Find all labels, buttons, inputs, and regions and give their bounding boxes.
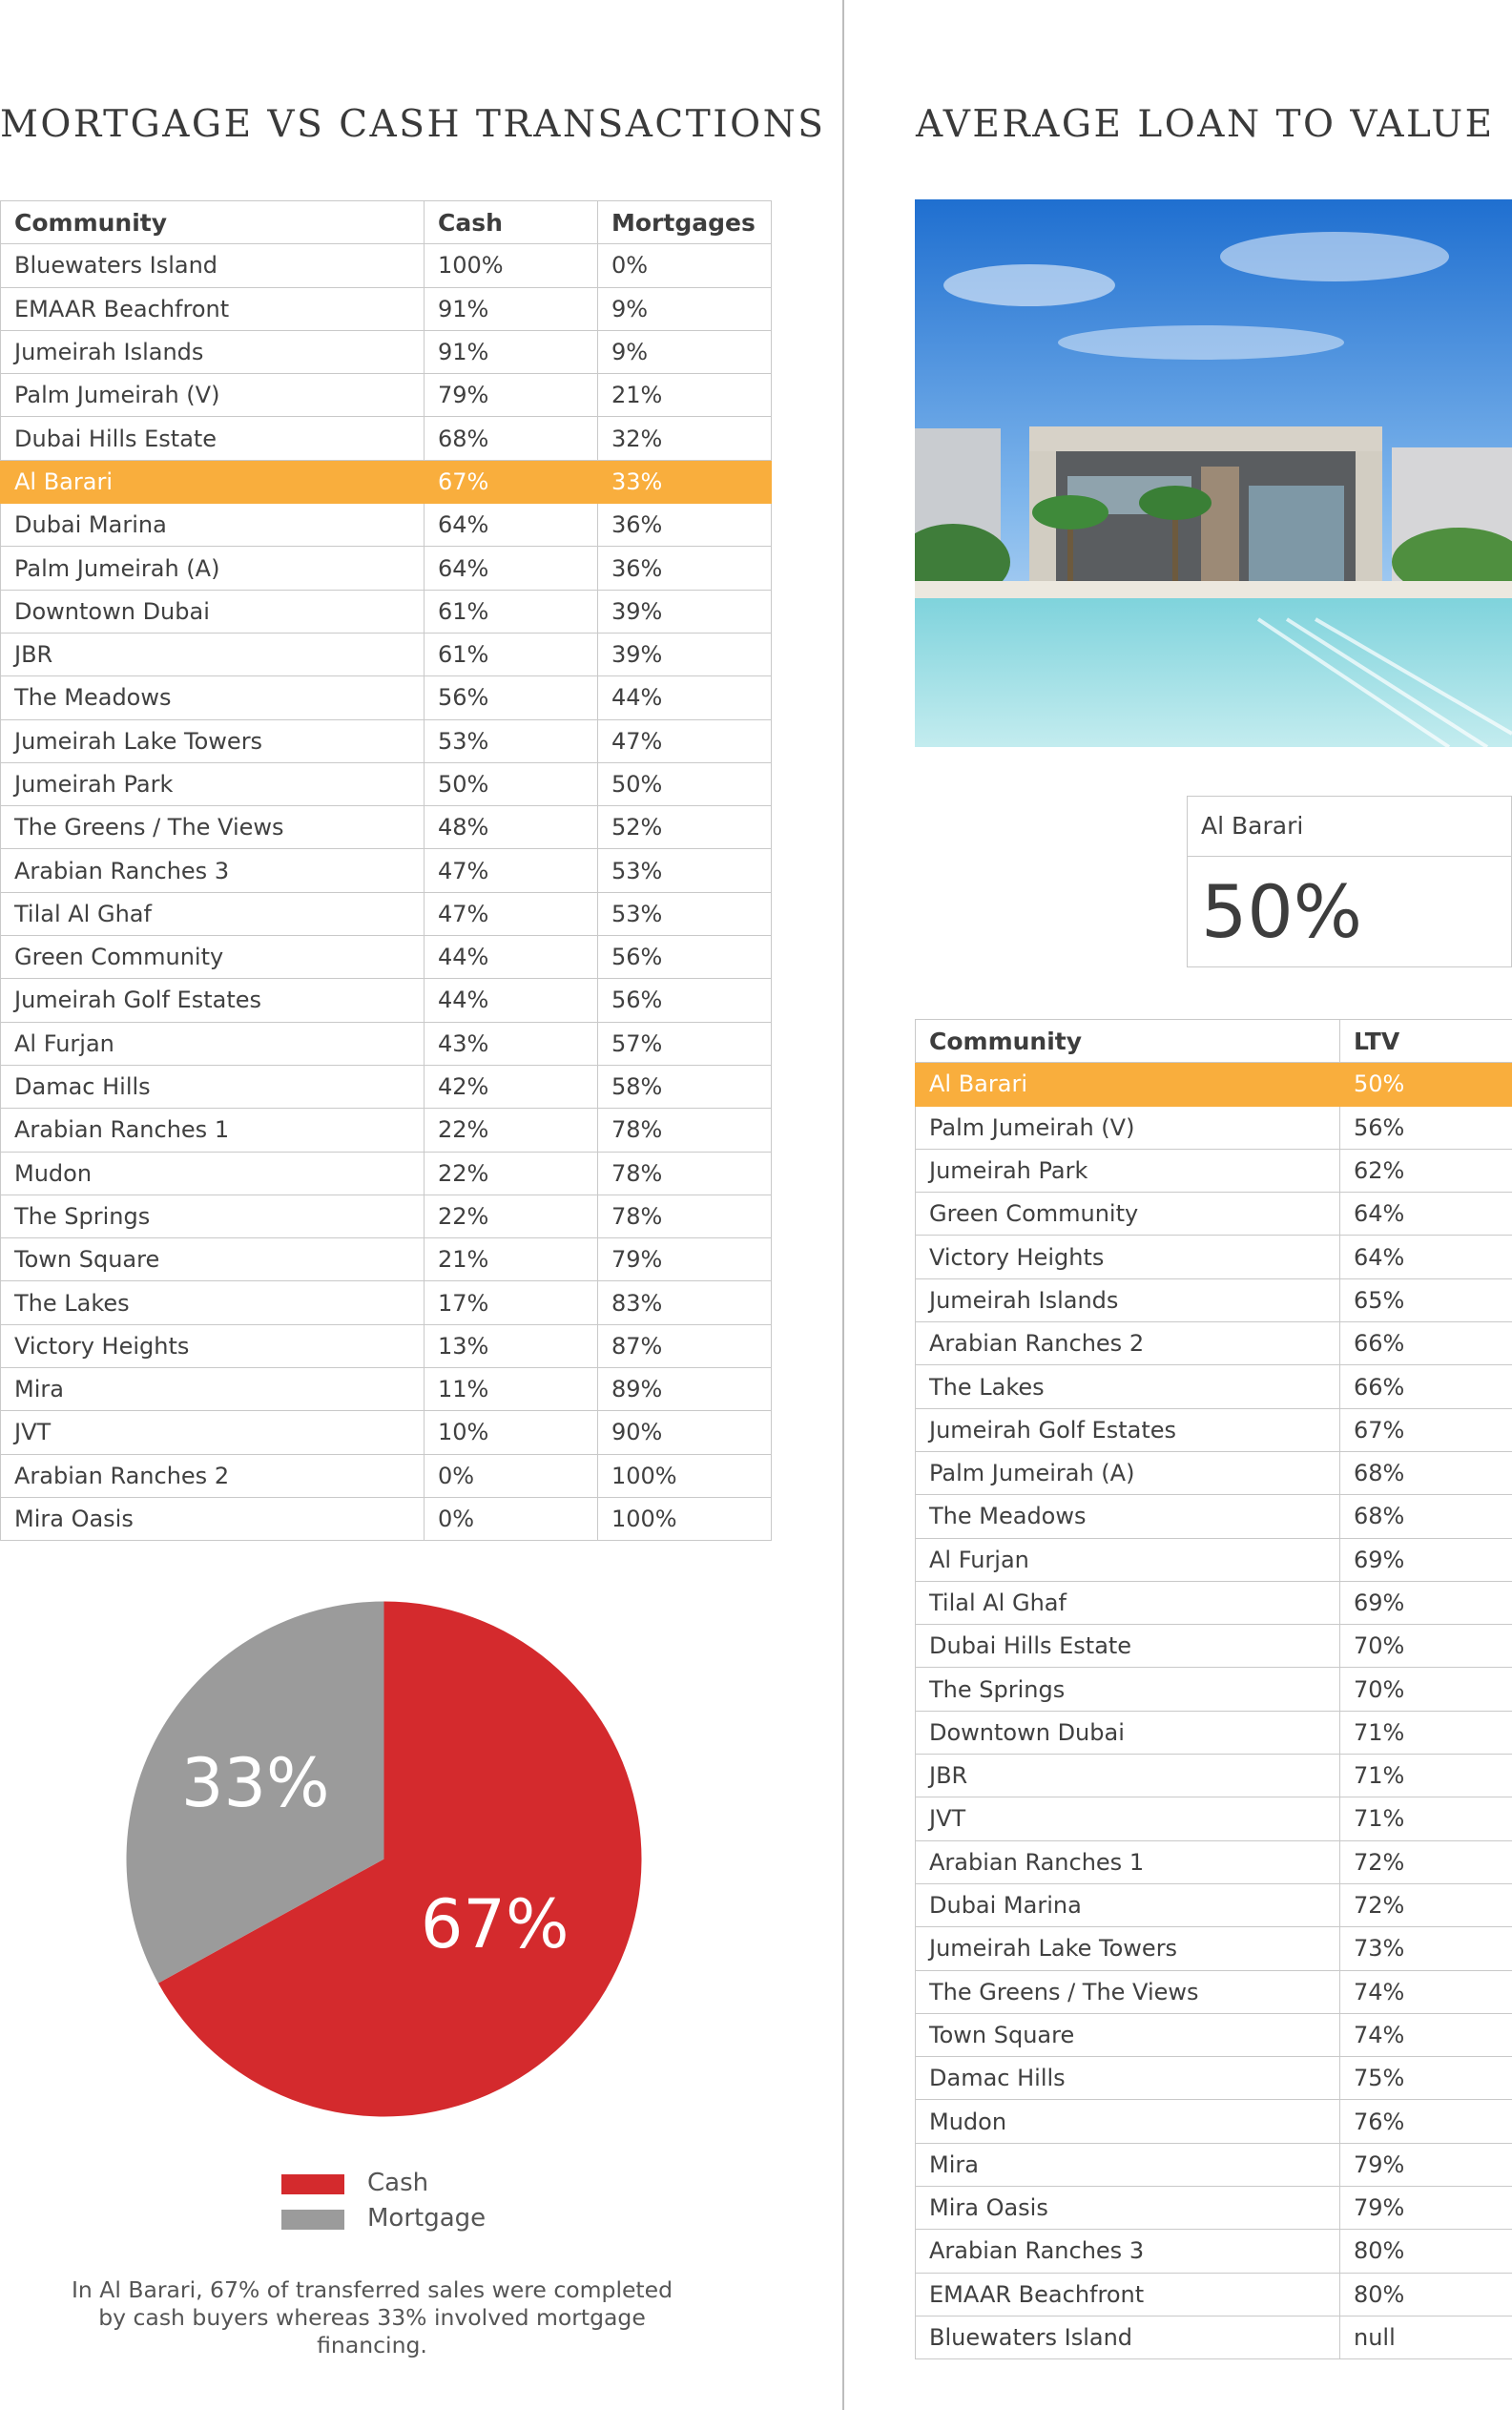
mortgage-cash-cell: EMAAR Beachfront [1, 287, 425, 330]
callout-divider [1188, 856, 1511, 857]
mortgage-cash-cell: 47% [425, 849, 598, 892]
ltv-cell: Damac Hills [916, 2057, 1340, 2100]
mortgage-cash-cell: Victory Heights [1, 1324, 425, 1367]
mortgage-cash-cell: Arabian Ranches 2 [1, 1454, 425, 1497]
mortgage-cash-cell: Arabian Ranches 1 [1, 1109, 425, 1152]
mortgage-cash-cell: The Lakes [1, 1281, 425, 1324]
ltv-row [916, 1322, 1512, 1365]
mortgage-cash-cell: 9% [598, 330, 772, 373]
mortgage-cash-row [1, 1281, 772, 1324]
ltv-cell: 62% [1340, 1149, 1512, 1192]
mortgage-cash-cell: Palm Jumeirah (A) [1, 547, 425, 590]
mortgage-cash-row [1, 460, 772, 503]
ltv-cell: 76% [1340, 2100, 1512, 2143]
mortgage-cash-row [1, 244, 772, 287]
mortgage-cash-cell: JVT [1, 1411, 425, 1454]
mortgage-cash-row [1, 633, 772, 675]
ltv-row [916, 1970, 1512, 2013]
ltv-cell: EMAAR Beachfront [916, 2273, 1340, 2316]
mortgage-cash-row [1, 1411, 772, 1454]
ltv-cell: 70% [1340, 1668, 1512, 1711]
mortgage-cash-row [1, 1454, 772, 1497]
mortgage-cash-row [1, 806, 772, 849]
ltv-cell: 67% [1340, 1408, 1512, 1451]
mortgage-cash-cell: 91% [425, 287, 598, 330]
mortgage-cash-row [1, 1497, 772, 1540]
mortgage-cash-row [1, 1109, 772, 1152]
mortgage-cash-table [0, 200, 772, 1541]
pie-label-mortgage: 33% [180, 1743, 330, 1822]
mortgage-cash-row [1, 762, 772, 805]
mortgage-cash-cell: Jumeirah Park [1, 762, 425, 805]
ltv-cell: 69% [1340, 1538, 1512, 1581]
mortgage-cash-cell: 56% [425, 676, 598, 719]
mortgage-cash-cell: Dubai Hills Estate [1, 417, 425, 460]
ltv-cell: Downtown Dubai [916, 1711, 1340, 1754]
ltv-cell: 79% [1340, 2187, 1512, 2230]
mortgage-cash-header-cell: Mortgages [598, 201, 772, 244]
ltv-cell: 80% [1340, 2230, 1512, 2273]
mortgage-cash-cell: 53% [598, 892, 772, 935]
mortgage-cash-cell: 47% [598, 719, 772, 762]
mortgage-cash-cell: 52% [598, 806, 772, 849]
ltv-cell: Jumeirah Islands [916, 1278, 1340, 1321]
ltv-cell: Arabian Ranches 1 [916, 1840, 1340, 1883]
mortgage-cash-row [1, 1152, 772, 1195]
ltv-row [916, 1668, 1512, 1711]
ltv-cell: Bluewaters Island [916, 2316, 1340, 2358]
mortgage-cash-cell: 0% [425, 1497, 598, 1540]
mortgage-cash-cell: JBR [1, 633, 425, 675]
ltv-cell: 73% [1340, 1927, 1512, 1970]
ltv-row [916, 1840, 1512, 1883]
mortgage-cash-cell: Green Community [1, 936, 425, 979]
mortgage-cash-cell: The Meadows [1, 676, 425, 719]
mortgage-cash-cell: The Springs [1, 1195, 425, 1237]
mortgage-cash-cell: 50% [598, 762, 772, 805]
ltv-row [916, 2100, 1512, 2143]
ltv-cell: 74% [1340, 1970, 1512, 2013]
mortgage-cash-cell: 79% [425, 374, 598, 417]
mortgage-cash-row [1, 330, 772, 373]
ltv-row [916, 1365, 1512, 1408]
ltv-cell: Tilal Al Ghaf [916, 1581, 1340, 1624]
mortgage-cash-cell: 64% [425, 504, 598, 547]
ltv-row [916, 1278, 1512, 1321]
ltv-row [916, 2187, 1512, 2230]
ltv-cell: Jumeirah Park [916, 1149, 1340, 1192]
ltv-row [916, 1451, 1512, 1494]
mortgage-cash-cell: 53% [598, 849, 772, 892]
ltv-cell: 70% [1340, 1625, 1512, 1668]
mortgage-cash-cell: Jumeirah Islands [1, 330, 425, 373]
ltv-cell: 74% [1340, 2013, 1512, 2056]
ltv-row [916, 2316, 1512, 2358]
ltv-row [916, 1883, 1512, 1926]
ltv-cell: 71% [1340, 1711, 1512, 1754]
mortgage-cash-cell: 78% [598, 1152, 772, 1195]
mortgage-cash-cell: 90% [598, 1411, 772, 1454]
ltv-cell: JBR [916, 1755, 1340, 1797]
mortgage-cash-cell: Mudon [1, 1152, 425, 1195]
mortgage-cash-row [1, 504, 772, 547]
mortgage-cash-cell: 100% [598, 1454, 772, 1497]
ltv-cell: 79% [1340, 2143, 1512, 2186]
mortgage-cash-cell: 67% [425, 460, 598, 503]
ltv-cell: null [1340, 2316, 1512, 2358]
mortgage-cash-row [1, 590, 772, 633]
ltv-cell: Arabian Ranches 2 [916, 1322, 1340, 1365]
ltv-cell: 68% [1340, 1495, 1512, 1538]
ltv-row [916, 1149, 1512, 1192]
mortgage-cash-cell: Mira [1, 1368, 425, 1411]
ltv-cell: 72% [1340, 1840, 1512, 1883]
mortgage-cash-row [1, 849, 772, 892]
callout-ltv-value: 50% [1201, 869, 1362, 954]
mortgage-cash-row [1, 936, 772, 979]
ltv-cell: Dubai Hills Estate [916, 1625, 1340, 1668]
ltv-cell: 56% [1340, 1106, 1512, 1149]
mortgage-cash-row [1, 1195, 772, 1237]
ltv-row [916, 1625, 1512, 1668]
ltv-row [916, 2230, 1512, 2273]
ltv-header-row [916, 1020, 1512, 1063]
ltv-cell: 64% [1340, 1193, 1512, 1236]
mortgage-cash-cell: 78% [598, 1195, 772, 1237]
ltv-row [916, 2273, 1512, 2316]
ltv-row [916, 1755, 1512, 1797]
ltv-row [916, 1106, 1512, 1149]
mortgage-cash-row [1, 1324, 772, 1367]
ltv-header-cell: Community [916, 1020, 1340, 1063]
mortgage-cash-row [1, 547, 772, 590]
ltv-cell: 66% [1340, 1322, 1512, 1365]
ltv-cell: The Meadows [916, 1495, 1340, 1538]
ltv-cell: Jumeirah Golf Estates [916, 1408, 1340, 1451]
mortgage-cash-cell: 22% [425, 1195, 598, 1237]
ltv-cell: The Lakes [916, 1365, 1340, 1408]
ltv-cell: 50% [1340, 1063, 1512, 1106]
mortgage-cash-cell: 56% [598, 979, 772, 1022]
ltv-cell: 71% [1340, 1755, 1512, 1797]
mortgage-cash-row [1, 287, 772, 330]
ltv-cell: 72% [1340, 1883, 1512, 1926]
mortgage-vs-cash-title: MORTGAGE VS CASH TRANSACTIONS [0, 103, 826, 146]
ltv-cell: Palm Jumeirah (A) [916, 1451, 1340, 1494]
mortgage-cash-cell: Palm Jumeirah (V) [1, 374, 425, 417]
average-ltv-title: AVERAGE LOAN TO VALUE [916, 103, 1495, 146]
ltv-cell: 65% [1340, 1278, 1512, 1321]
ltv-cell: Dubai Marina [916, 1883, 1340, 1926]
ltv-cell: 75% [1340, 2057, 1512, 2100]
mortgage-cash-cell: 22% [425, 1109, 598, 1152]
mortgage-cash-cell: 44% [598, 676, 772, 719]
mortgage-cash-cell: 57% [598, 1022, 772, 1065]
mortgage-cash-cell: 9% [598, 287, 772, 330]
ltv-header-cell: LTV [1340, 1020, 1512, 1063]
ltv-row [916, 1236, 1512, 1278]
mortgage-cash-cell: Damac Hills [1, 1065, 425, 1108]
mortgage-cash-cell: 87% [598, 1324, 772, 1367]
mortgage-cash-cell: 32% [598, 417, 772, 460]
mortgage-cash-row [1, 1238, 772, 1281]
mortgage-cash-header-cell: Cash [425, 201, 598, 244]
mortgage-cash-cell: 58% [598, 1065, 772, 1108]
mortgage-cash-cell: 43% [425, 1022, 598, 1065]
ltv-cell: Green Community [916, 1193, 1340, 1236]
mortgage-cash-cell: 100% [425, 244, 598, 287]
mortgage-cash-cell: 10% [425, 1411, 598, 1454]
ltv-row [916, 1408, 1512, 1451]
mortgage-cash-cell: The Greens / The Views [1, 806, 425, 849]
mortgage-cash-cell: 56% [598, 936, 772, 979]
mortgage-cash-cell: 61% [425, 590, 598, 633]
ltv-row [916, 2057, 1512, 2100]
ltv-row [916, 1538, 1512, 1581]
ltv-cell: JVT [916, 1797, 1340, 1840]
ltv-row [916, 1193, 1512, 1236]
mortgage-cash-row [1, 1022, 772, 1065]
mortgage-cash-row [1, 719, 772, 762]
mortgage-cash-cell: 36% [598, 504, 772, 547]
ltv-cell: Mira Oasis [916, 2187, 1340, 2230]
mortgage-cash-cell: Mira Oasis [1, 1497, 425, 1540]
mortgage-cash-row [1, 979, 772, 1022]
ltv-callout-box [1187, 796, 1512, 967]
mortgage-cash-row [1, 1065, 772, 1108]
legend-swatch-cash [281, 2174, 344, 2194]
mortgage-cash-cell: 0% [598, 244, 772, 287]
ltv-cell: Town Square [916, 2013, 1340, 2056]
ltv-row [916, 1711, 1512, 1754]
mortgage-cash-cell: Downtown Dubai [1, 590, 425, 633]
mortgage-cash-cell: Tilal Al Ghaf [1, 892, 425, 935]
mortgage-cash-cell: Al Barari [1, 460, 425, 503]
mortgage-cash-cell: 21% [425, 1238, 598, 1281]
ltv-cell: Mira [916, 2143, 1340, 2186]
mortgage-cash-cell: 68% [425, 417, 598, 460]
legend-swatch-mortgage [281, 2210, 344, 2230]
mortgage-cash-header-cell: Community [1, 201, 425, 244]
ltv-cell: 69% [1340, 1581, 1512, 1624]
ltv-cell: 66% [1340, 1365, 1512, 1408]
pie-caption: In Al Barari, 67% of transferred sales were completed by cash buyers whereas 33% involved mortgage financing. [71, 2276, 673, 2358]
ltv-row [916, 2013, 1512, 2056]
mortgage-cash-cell: 44% [425, 936, 598, 979]
ltv-cell: 68% [1340, 1451, 1512, 1494]
mortgage-cash-cell: 13% [425, 1324, 598, 1367]
mortgage-cash-row [1, 417, 772, 460]
ltv-row [916, 1581, 1512, 1624]
mortgage-cash-cell: 42% [425, 1065, 598, 1108]
mortgage-cash-cell: Jumeirah Lake Towers [1, 719, 425, 762]
mortgage-cash-cell: 21% [598, 374, 772, 417]
ltv-cell: 64% [1340, 1236, 1512, 1278]
legend-label-mortgage: Mortgage [367, 2204, 487, 2233]
mortgage-cash-cell: 22% [425, 1152, 598, 1195]
mortgage-cash-cell: 44% [425, 979, 598, 1022]
mortgage-cash-header-row [1, 201, 772, 244]
ltv-row [916, 1927, 1512, 1970]
callout-community: Al Barari [1201, 812, 1304, 840]
mortgage-cash-cell: Al Furjan [1, 1022, 425, 1065]
mortgage-cash-row [1, 892, 772, 935]
column-divider [842, 0, 844, 2410]
ltv-row [916, 1063, 1512, 1106]
mortgage-cash-cell: 17% [425, 1281, 598, 1324]
ltv-row [916, 1797, 1512, 1840]
ltv-cell: Jumeirah Lake Towers [916, 1927, 1340, 1970]
ltv-cell: The Springs [916, 1668, 1340, 1711]
mortgage-cash-cell: 64% [425, 547, 598, 590]
ltv-row [916, 1495, 1512, 1538]
mortgage-cash-cell: 48% [425, 806, 598, 849]
cash-mortgage-pie-chart [124, 1599, 644, 2119]
mortgage-cash-cell: 50% [425, 762, 598, 805]
ltv-cell: Al Furjan [916, 1538, 1340, 1581]
ltv-cell: Palm Jumeirah (V) [916, 1106, 1340, 1149]
mortgage-cash-cell: 11% [425, 1368, 598, 1411]
mortgage-cash-cell: 53% [425, 719, 598, 762]
mortgage-cash-cell: 78% [598, 1109, 772, 1152]
mortgage-cash-cell: 0% [425, 1454, 598, 1497]
ltv-row [916, 2143, 1512, 2186]
mortgage-cash-cell: 36% [598, 547, 772, 590]
mortgage-cash-cell: Arabian Ranches 3 [1, 849, 425, 892]
ltv-cell: Victory Heights [916, 1236, 1340, 1278]
mortgage-cash-cell: 47% [425, 892, 598, 935]
mortgage-cash-row [1, 676, 772, 719]
ltv-cell: Mudon [916, 2100, 1340, 2143]
ltv-cell: Al Barari [916, 1063, 1340, 1106]
mortgage-cash-cell: 61% [425, 633, 598, 675]
mortgage-cash-cell: 33% [598, 460, 772, 503]
mortgage-cash-cell: 100% [598, 1497, 772, 1540]
mortgage-cash-row [1, 1368, 772, 1411]
mortgage-cash-cell: 39% [598, 633, 772, 675]
ltv-cell: The Greens / The Views [916, 1970, 1340, 2013]
ltv-cell: 80% [1340, 2273, 1512, 2316]
ltv-table [915, 1019, 1512, 2359]
ltv-cell: 71% [1340, 1797, 1512, 1840]
villa-pool-photo [915, 199, 1512, 747]
mortgage-cash-cell: 39% [598, 590, 772, 633]
mortgage-cash-cell: 83% [598, 1281, 772, 1324]
mortgage-cash-cell: 79% [598, 1238, 772, 1281]
mortgage-cash-cell: Town Square [1, 1238, 425, 1281]
ltv-cell: Arabian Ranches 3 [916, 2230, 1340, 2273]
pie-label-cash: 67% [420, 1885, 570, 1964]
mortgage-cash-cell: Jumeirah Golf Estates [1, 979, 425, 1022]
mortgage-cash-cell: 89% [598, 1368, 772, 1411]
mortgage-cash-cell: Dubai Marina [1, 504, 425, 547]
mortgage-cash-cell: Bluewaters Island [1, 244, 425, 287]
mortgage-cash-row [1, 374, 772, 417]
mortgage-cash-cell: 91% [425, 330, 598, 373]
legend-label-cash: Cash [367, 2169, 429, 2197]
